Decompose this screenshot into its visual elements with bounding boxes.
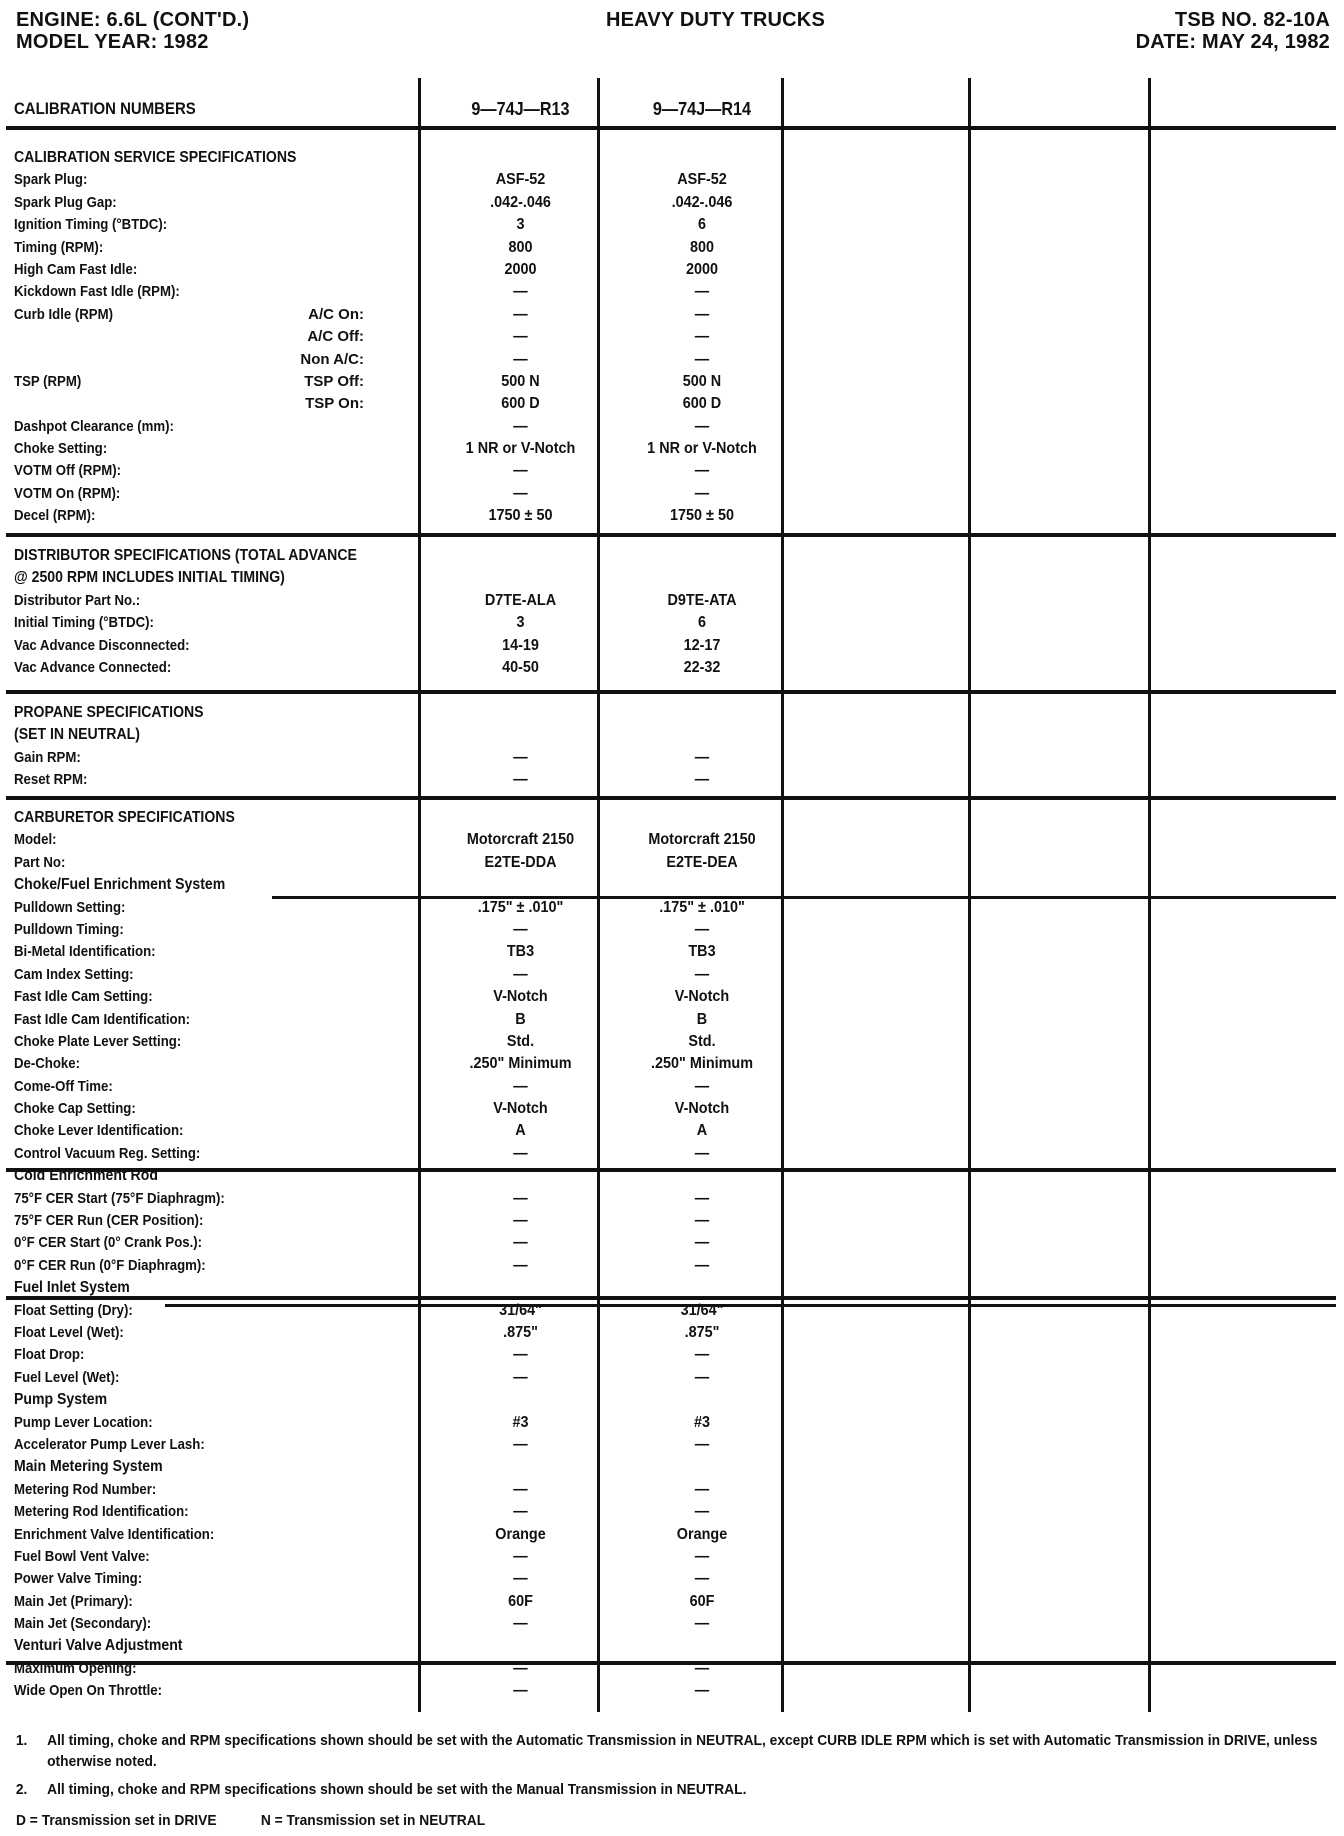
- spec-label: Gain RPM:: [14, 748, 81, 766]
- footnote: [14, 1779, 1335, 1800]
- engine-title: ENGINE: 6.6L (CONT'D.): [16, 9, 250, 31]
- spec-value-col2: —: [694, 1346, 710, 1364]
- spec-row: [14, 460, 710, 482]
- distributor-title-line1: DISTRIBUTOR SPECIFICATIONS (TOTAL ADVANCE: [14, 547, 357, 564]
- spec-value-col2: V-Notch: [674, 988, 730, 1006]
- spec-value-col1: —: [513, 350, 528, 368]
- spec-value-col2: V-Notch: [674, 1100, 730, 1118]
- spec-value-col2: —: [694, 1144, 710, 1162]
- spec-value-col1: B: [515, 1010, 526, 1028]
- spec-value-col1: —: [513, 1503, 528, 1521]
- spec-value-col2: —: [694, 1547, 710, 1565]
- spec-value-col1: —: [513, 305, 528, 323]
- spec-value-col2: —: [694, 350, 710, 368]
- spec-value-col1: —: [513, 1346, 528, 1364]
- distributor-specs-section: [14, 545, 737, 679]
- spec-value-col2: —: [694, 920, 710, 938]
- fuel-inlet-title: Fuel Inlet System: [14, 1279, 130, 1297]
- spec-label: Choke Setting:: [14, 440, 108, 458]
- spec-row: [14, 326, 710, 348]
- spec-label: Cam Index Setting:: [14, 965, 134, 983]
- spec-label: Power Valve Timing:: [14, 1570, 143, 1588]
- spec-sublabel: TSP On:: [305, 395, 364, 413]
- spec-label: Float Setting (Dry):: [14, 1301, 133, 1319]
- column-divider: [968, 78, 971, 1712]
- propane-specs-section: [14, 702, 710, 792]
- spec-value-col1: 1 NR or V-Notch: [465, 440, 576, 458]
- spec-label: 0°F CER Start (0° Crank Pos.):: [14, 1234, 203, 1252]
- spec-row: [14, 1344, 710, 1366]
- spec-value-col1: 31/64": [499, 1301, 542, 1319]
- spec-value-col1: .875": [503, 1323, 538, 1341]
- model-col2: Motorcraft 2150: [648, 831, 756, 849]
- legend: [16, 1812, 526, 1829]
- spec-label: Enrichment Valve Identification:: [14, 1525, 215, 1543]
- document-title: HEAVY DUTY TRUCKS: [606, 9, 825, 31]
- spec-row: [14, 237, 715, 259]
- spec-row: [14, 1501, 710, 1523]
- spec-value-col1: 800: [508, 238, 533, 256]
- spec-label: 75°F CER Run (CER Position):: [14, 1212, 204, 1230]
- spec-value-col2: —: [694, 1615, 710, 1633]
- spec-value-col2: D9TE-ATA: [667, 591, 737, 609]
- spec-value-col2: —: [694, 1256, 710, 1274]
- propane-title-line1: PROPANE SPECIFICATIONS: [14, 704, 204, 721]
- spec-row: [14, 483, 710, 505]
- spec-row: [14, 192, 733, 214]
- spec-row: [14, 590, 737, 612]
- spec-value-col1: Std.: [506, 1032, 535, 1050]
- spec-row: [14, 1120, 708, 1142]
- carburetor-title: CARBURETOR SPECIFICATIONS: [14, 809, 235, 826]
- spec-value-col1: —: [513, 1570, 528, 1588]
- column-divider: [1148, 78, 1151, 1712]
- spec-row: [14, 612, 707, 634]
- spec-value-col2: 1 NR or V-Notch: [647, 440, 757, 458]
- spec-row: [14, 1009, 708, 1031]
- spec-label: Metering Rod Identification:: [14, 1503, 189, 1521]
- spec-row: [14, 1076, 710, 1098]
- model-col1: Motorcraft 2150: [466, 831, 575, 849]
- spec-value-col1: —: [513, 1435, 528, 1453]
- spec-value-col1: —: [513, 1077, 528, 1095]
- spec-label: De-Choke:: [14, 1055, 81, 1073]
- spec-label: Fast Idle Cam Identification:: [14, 1010, 191, 1028]
- legend-neutral: N = Transmission set in NEUTRAL: [260, 1812, 486, 1829]
- spec-value-col2: —: [694, 1077, 710, 1095]
- spec-value-col1: 14-19: [502, 636, 539, 654]
- spec-value-col2: 22-32: [683, 658, 721, 676]
- part-col1: E2TE-DDA: [484, 853, 557, 871]
- spec-row: [14, 169, 727, 191]
- footnotes: [14, 1730, 1334, 1807]
- spec-value-col1: 3: [516, 614, 525, 632]
- spec-value-col2: —: [694, 462, 710, 480]
- spec-value-col1: —: [513, 1480, 528, 1498]
- spec-value-col1: —: [513, 417, 528, 435]
- spec-label: Initial Timing (°BTDC):: [14, 614, 154, 632]
- spec-label: Float Level (Wet):: [14, 1323, 124, 1341]
- spec-value-col1: V-Notch: [493, 1100, 548, 1118]
- spec-label: VOTM Off (RPM):: [14, 462, 122, 480]
- footnote-text: All timing, choke and RPM specifications shown should be set with the Automatic Transmission in NEUTRAL, except CURB IDLE RPM which is set with Automatic Transmission in DRIVE, unless otherwise noted.: [47, 1732, 1318, 1770]
- footnote-number: 1.: [15, 1732, 28, 1749]
- spec-value-col1: V-Notch: [493, 988, 548, 1006]
- spec-row: [14, 1143, 710, 1165]
- spec-label: Main Jet (Primary):: [14, 1592, 133, 1610]
- spec-label: Wide Open On Throttle:: [14, 1682, 163, 1700]
- spec-row: [14, 1098, 730, 1120]
- spec-row: [14, 1322, 720, 1344]
- spec-value-col2: .175" ± .010": [659, 898, 745, 916]
- spec-value-col2: —: [694, 1570, 710, 1588]
- spec-row: [14, 1367, 710, 1389]
- spec-value-col2: Orange: [676, 1525, 728, 1543]
- spec-value-col1: TB3: [506, 943, 535, 961]
- spec-value-col2: Std.: [688, 1032, 716, 1050]
- spec-value-col1: .175" ± .010": [477, 898, 564, 916]
- subsection-rule: [272, 896, 1336, 899]
- spec-row: [14, 1613, 710, 1635]
- header-left: [16, 9, 249, 53]
- spec-value-col2: —: [694, 328, 710, 346]
- spec-value-col2: .875": [684, 1323, 720, 1341]
- spec-value-col1: —: [513, 771, 528, 789]
- spec-row: [14, 1658, 710, 1680]
- calibration-numbers-label: CALIBRATION NUMBERS: [14, 99, 196, 118]
- spec-label: Fuel Bowl Vent Valve:: [14, 1547, 150, 1565]
- spec-value-col2: A: [696, 1122, 708, 1140]
- venturi-title: Venturi Valve Adjustment: [14, 1637, 183, 1655]
- document-date: DATE: MAY 24, 1982: [1135, 31, 1330, 53]
- spec-row: [14, 304, 710, 326]
- spec-value-col1: —: [513, 1189, 528, 1207]
- spec-label: Decel (RPM):: [14, 507, 96, 525]
- spec-value-col2: —: [694, 1234, 710, 1252]
- spec-value-col1: —: [513, 1234, 528, 1252]
- spec-row: [14, 1232, 710, 1254]
- main-metering-title: Main Metering System: [14, 1458, 163, 1476]
- column-divider: [781, 78, 784, 1712]
- spec-row: [14, 769, 710, 791]
- spec-row: [14, 1300, 724, 1322]
- spec-row: [14, 1479, 710, 1501]
- spec-row: [14, 416, 710, 438]
- spec-value-col2: #3: [693, 1413, 711, 1431]
- spec-value-col2: —: [694, 965, 710, 983]
- spec-label: Kickdown Fast Idle (RPM):: [14, 283, 180, 301]
- spec-row: [14, 1546, 710, 1568]
- spec-row: [14, 214, 707, 236]
- cold-enrichment-title: Cold Enrichment Rod: [14, 1167, 158, 1185]
- spec-value-col2: 6: [697, 614, 707, 632]
- spec-label: Pulldown Timing:: [14, 920, 124, 938]
- spec-label: Timing (RPM):: [14, 238, 104, 256]
- spec-label: Vac Advance Disconnected:: [14, 636, 190, 654]
- spec-value-col2: —: [694, 1189, 710, 1207]
- spec-value-col2: —: [694, 1480, 710, 1498]
- model-label: Model:: [14, 831, 57, 849]
- spec-label: Main Jet (Secondary):: [14, 1615, 152, 1633]
- spec-row: [14, 1188, 710, 1210]
- spec-row: [14, 635, 721, 657]
- spec-value-col1: .042-.046: [490, 193, 551, 211]
- spec-label: 75°F CER Start (75°F Diaphragm):: [14, 1189, 225, 1207]
- spec-value-col1: —: [513, 462, 528, 480]
- spec-label: Fuel Level (Wet):: [14, 1368, 120, 1386]
- column-divider: [597, 78, 600, 1712]
- spec-value-col2: 1750 ± 50: [670, 507, 734, 525]
- spec-value-col2: 600 D: [682, 395, 722, 413]
- spec-value-col1: .250" Minimum: [469, 1055, 572, 1073]
- spec-row: [14, 986, 730, 1008]
- spec-row: [14, 349, 710, 371]
- spec-value-col1: —: [513, 1368, 528, 1386]
- spec-value-col1: —: [513, 283, 528, 301]
- distributor-title-line2: @ 2500 RPM INCLUDES INITIAL TIMING): [14, 569, 285, 587]
- spec-value-col2: 800: [689, 238, 715, 256]
- spec-value-col1: 1750 ± 50: [488, 507, 553, 525]
- spec-label: Ignition Timing (°BTDC):: [14, 216, 168, 234]
- spec-row: [14, 897, 745, 919]
- propane-title-line2: (SET IN NEUTRAL): [14, 726, 140, 744]
- spec-label: Distributor Part No.:: [14, 591, 141, 609]
- spec-value-col1: —: [513, 484, 528, 502]
- spec-value-col2: —: [694, 1435, 710, 1453]
- spec-value-col2: —: [694, 1503, 710, 1521]
- spec-label: 0°F CER Run (0°F Diaphragm):: [14, 1256, 206, 1274]
- spec-value-col1: —: [513, 1615, 528, 1633]
- spec-row: [14, 747, 710, 769]
- spec-value-col2: ASF-52: [677, 171, 727, 189]
- part-col2: E2TE-DEA: [666, 853, 738, 871]
- spec-value-col2: —: [694, 1368, 710, 1386]
- spec-label: Maximum Opening:: [14, 1659, 137, 1677]
- spec-row: [14, 1031, 716, 1053]
- spec-value-col2: 2000: [685, 260, 719, 278]
- spec-value-col2: —: [694, 283, 710, 301]
- spec-row: [14, 371, 722, 393]
- spec-label: Metering Rod Number:: [14, 1480, 157, 1498]
- spec-value-col2: —: [694, 1659, 710, 1677]
- spec-row: [14, 1524, 728, 1546]
- spec-value-col1: —: [513, 1212, 528, 1230]
- spec-value-col1: —: [513, 920, 528, 938]
- spec-value-col2: —: [694, 748, 710, 766]
- part-label: Part No:: [14, 853, 66, 871]
- spec-label: Come-Off Time:: [14, 1077, 113, 1095]
- spec-value-col2: 60F: [689, 1592, 715, 1610]
- spec-value-col1: Orange: [495, 1525, 546, 1543]
- spec-value-col1: 2000: [504, 260, 537, 278]
- spec-value-col1: 60F: [508, 1592, 533, 1610]
- spec-row: [14, 1255, 710, 1277]
- spec-value-col2: —: [694, 484, 710, 502]
- spec-label: TSP (RPM): [14, 372, 82, 390]
- model-year: MODEL YEAR: 1982: [16, 31, 209, 53]
- spec-row: [14, 505, 734, 527]
- spec-row: [14, 1568, 710, 1590]
- calibration-numbers-row: [14, 97, 752, 121]
- spec-value-col2: B: [696, 1010, 708, 1028]
- tsb-number: TSB NO. 82-10A: [1174, 9, 1330, 31]
- spec-row: [14, 438, 757, 460]
- service-specs-section: [14, 147, 757, 528]
- carburetor-specs-section: [14, 807, 756, 1703]
- spec-sublabel: A/C On:: [308, 305, 364, 323]
- spec-label: Spark Plug Gap:: [14, 193, 117, 211]
- choke-system-title: Choke/Fuel Enrichment System: [14, 876, 226, 894]
- spec-value-col2: .042-.046: [671, 193, 733, 211]
- spec-sublabel: Non A/C:: [300, 350, 364, 368]
- spec-value-col1: —: [513, 1256, 528, 1274]
- spec-value-col1: —: [513, 748, 528, 766]
- footnote: [14, 1730, 1335, 1772]
- spec-value-col2: 31/64": [680, 1301, 724, 1319]
- spec-value-col2: .250" Minimum: [650, 1055, 754, 1073]
- spec-value-col1: —: [513, 1547, 528, 1565]
- calibration-col1: 9—74J—R13: [471, 99, 570, 119]
- spec-label: Control Vacuum Reg. Setting:: [14, 1144, 201, 1162]
- spec-sublabel: A/C Off:: [307, 328, 364, 346]
- spec-row: [14, 941, 716, 963]
- spec-value-col1: 500 N: [501, 372, 540, 390]
- spec-row: [14, 1412, 711, 1434]
- spec-label: Spark Plug:: [14, 171, 88, 189]
- footnote-number: 2.: [15, 1781, 28, 1798]
- spec-value-col1: 3: [516, 216, 525, 234]
- spec-row: [14, 281, 710, 303]
- spec-row: [14, 393, 722, 415]
- spec-value-col2: 500 N: [682, 372, 722, 390]
- spec-value-col1: —: [513, 1659, 528, 1677]
- spec-value-col1: —: [513, 965, 528, 983]
- spec-value-col2: —: [694, 1682, 710, 1700]
- service-specs-title: CALIBRATION SERVICE SPECIFICATIONS: [14, 149, 297, 166]
- spec-value-col1: D7TE-ALA: [484, 591, 557, 609]
- section-rule: [6, 533, 1336, 537]
- spec-label: Pump Lever Location:: [14, 1413, 153, 1431]
- header-center: [606, 9, 825, 31]
- spec-value-col1: #3: [512, 1413, 529, 1431]
- spec-row: [14, 1053, 754, 1075]
- spec-label: Vac Advance Connected:: [14, 658, 172, 676]
- spec-label: Curb Idle (RPM): [14, 305, 113, 323]
- spec-value-col1: —: [513, 1144, 528, 1162]
- spec-label: Reset RPM:: [14, 771, 88, 789]
- spec-value-col1: —: [513, 328, 528, 346]
- column-divider: [418, 78, 421, 1712]
- spec-row: [14, 1210, 710, 1232]
- spec-label: Choke Cap Setting:: [14, 1100, 136, 1118]
- spec-value-col1: 600 D: [501, 395, 540, 413]
- spec-value-col1: —: [513, 1682, 528, 1700]
- spec-value-col2: —: [694, 771, 710, 789]
- spec-row: [14, 964, 710, 986]
- section-rule: [6, 690, 1336, 694]
- spec-label: VOTM On (RPM):: [14, 484, 121, 502]
- spec-value-col2: —: [694, 305, 710, 323]
- spec-row: [14, 259, 719, 281]
- spec-label: Bi-Metal Identification:: [14, 943, 156, 961]
- spec-value-col1: ASF-52: [495, 171, 546, 189]
- spec-row: [14, 1434, 710, 1456]
- spec-row: [14, 657, 721, 679]
- spec-label: High Cam Fast Idle:: [14, 260, 138, 278]
- spec-value-col2: 6: [697, 216, 707, 234]
- spec-value-col1: 40-50: [502, 658, 539, 676]
- spec-label: Choke Plate Lever Setting:: [14, 1032, 182, 1050]
- spec-label: Fast Idle Cam Setting:: [14, 988, 153, 1006]
- spec-value-col2: 12-17: [683, 636, 721, 654]
- legend-drive: D = Transmission set in DRIVE: [16, 1812, 217, 1829]
- spec-row: [14, 919, 710, 941]
- spec-label: Float Drop:: [14, 1346, 85, 1364]
- spec-label: Choke Lever Identification:: [14, 1122, 184, 1140]
- section-rule: [6, 126, 1336, 130]
- spec-value-col2: —: [694, 417, 710, 435]
- spec-row: [14, 1591, 715, 1613]
- spec-label: Accelerator Pump Lever Lash:: [14, 1435, 205, 1453]
- spec-value-col2: —: [694, 1212, 710, 1230]
- spec-value-col2: TB3: [688, 943, 716, 961]
- section-rule: [6, 796, 1336, 800]
- spec-value-col1: A: [515, 1122, 526, 1140]
- pump-system-title: Pump System: [14, 1391, 108, 1409]
- spec-sublabel: TSP Off:: [304, 372, 364, 390]
- footnote-text: All timing, choke and RPM specifications shown should be set with the Manual Transmission in NEUTRAL.: [47, 1781, 747, 1798]
- spec-label: Dashpot Clearance (mm):: [14, 417, 174, 435]
- header-right: [1136, 9, 1330, 53]
- spec-label: Pulldown Setting:: [14, 898, 126, 916]
- calibration-col2: 9—74J—R14: [652, 99, 752, 119]
- spec-row: [14, 1680, 710, 1702]
